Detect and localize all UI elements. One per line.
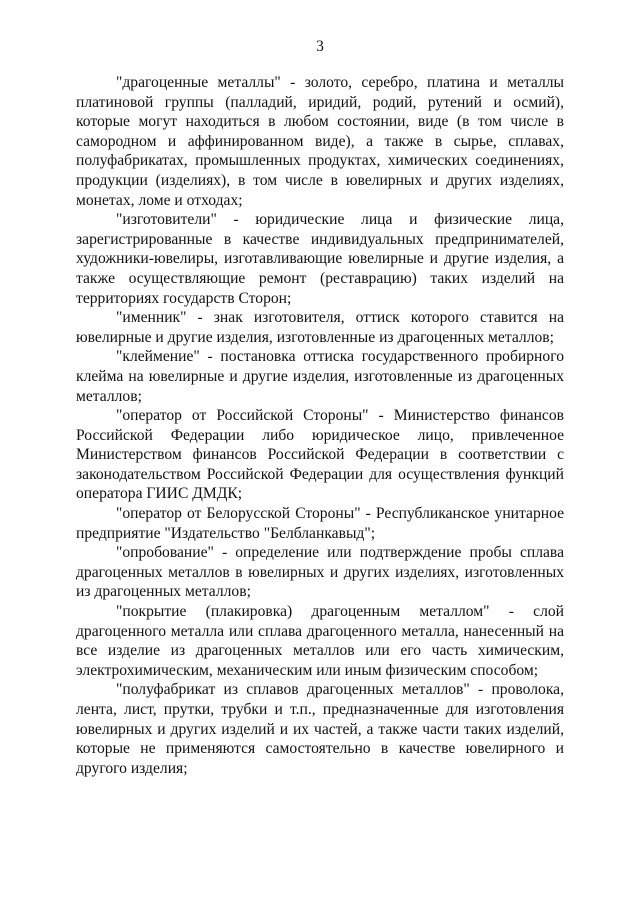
definition-russian-operator: "оператор от Российской Стороны" - Министерство финансов Российской Федерации либо юридическое лицо, привлеченное Министерством финансов Российской Федерации в соответствии с законодательством Российской Федерации для осуществления функций оператора ГИИС ДМДК; (76, 407, 564, 503)
definition-precious-metals: "драгоценные металлы" - золото, серебро, платина и металлы платиновой группы (палладий, иридий, родий, рутений и осмий), которые могут находиться в любом состоянии, виде (в том числе в самородном и аффинированном виде), а также в сырье, сплавах, полуфабрикатах, промышленных продуктах, химических соединениях, продукции (изделиях), в том числе в ювелирных и других изделиях, монетах, ломе и отходах; (76, 74, 564, 209)
definition-hallmarking: "клеймение" - постановка оттиска государственного пробирного клейма на ювелирные и другие изделия, изготовленные из драгоценных металлов; (76, 348, 564, 405)
definition-assaying: "опробование" - определение или подтверждение пробы сплава драгоценных металлов в ювелирных и других изделиях, изготовленных из драгоценных металлов; (76, 544, 564, 601)
definition-maker-mark: "именник" - знак изготовителя, оттиск которого ставится на ювелирные и другие изделия, изготовленные из драгоценных металлов; (76, 309, 564, 346)
definition-plating: "покрытие (плакировка) драгоценным металлом" - слой драгоценного металла или сплава драгоценного металла, нанесенный на все изделие из драгоценных металлов или его часть химическим, электрохимическим, механическим или иным физическим способом; (76, 603, 564, 679)
definition-belarusian-operator: "оператор от Белорусской Стороны" - Республиканское унитарное предприятие "Издательство "Белбланкавыд"; (76, 505, 564, 542)
document-body (76, 73, 564, 778)
definition-manufacturers: "изготовители" - юридические лица и физические лица, зарегистрированные в качестве индивидуальных предпринимателей, художники-ювелиры, изготавливающие ювелирные и другие изделия, а также осуществляющие ремонт (реставрацию) таких изделий на территориях государств Сторон; (76, 211, 564, 307)
definition-semi-finished-product: "полуфабрикат из сплавов драгоценных металлов" - проволока, лента, лист, прутки, трубки и т.п., предназначенные для изготовления ювелирных и других изделий и их частей, а также части таких изделий, которые не применяются самостоятельно в качестве ювелирного и другого изделия; (76, 681, 564, 777)
page-number: 3 (316, 38, 324, 55)
